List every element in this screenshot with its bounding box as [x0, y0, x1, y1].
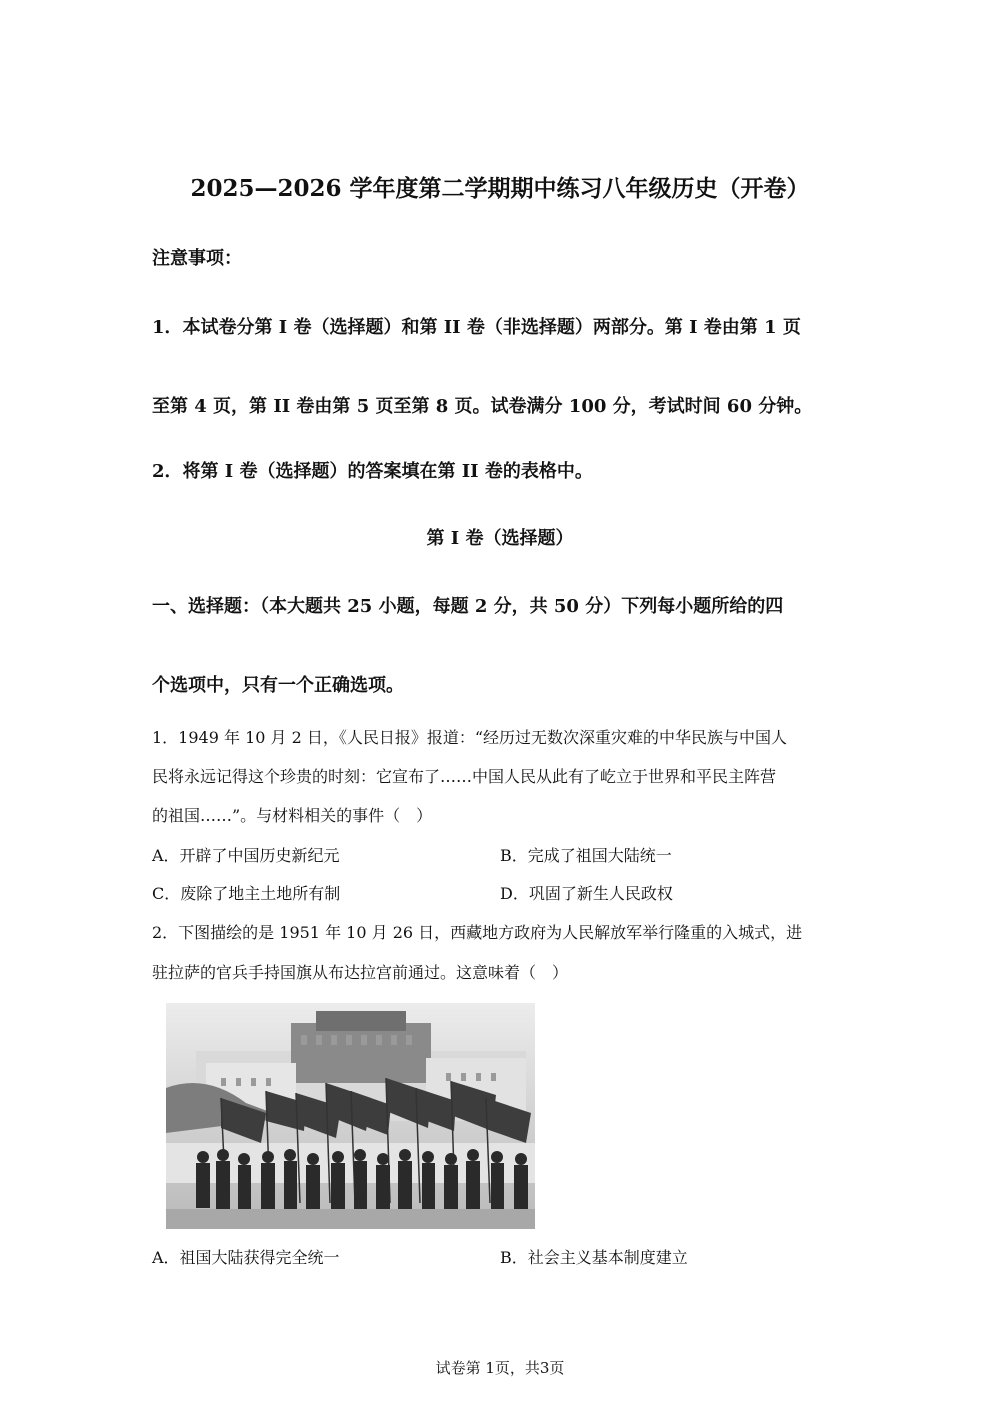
section-heading: 第 I 卷（选择题） [426, 528, 574, 549]
question-2-line-1: 2．下图描绘的是 1951 年 10 月 26 日，西藏地方政府为人民解放军举行隆重的入城式，进 [152, 923, 803, 942]
page-footer: 试卷第 1页，共3页 [435, 1359, 565, 1377]
section-instruction-line-1: 一、选择题：（本大题共 25 小题，每题 2 分，共 50 分）下列每小题所给的四 [152, 596, 784, 617]
potala-palace-parade-photo [166, 1003, 535, 1229]
exam-title: 2025—2026 学年度第二学期期中练习八年级历史（开卷） [190, 175, 810, 202]
question-2-option-b: B．社会主义基本制度建立 [500, 1248, 688, 1267]
section-instruction-line-2: 个选项中，只有一个正确选项。 [152, 675, 404, 696]
question-1-option-c: C．废除了地主土地所有制 [152, 884, 341, 903]
notes-item-1-line-2: 至第 4 页，第 II 卷由第 5 页至第 8 页。试卷满分 100 分，考试时间 60 分钟。 [152, 396, 813, 417]
question-1-option-a: A．开辟了中国历史新纪元 [152, 846, 340, 865]
notes-item-2: 2．将第 I 卷（选择题）的答案填在第 II 卷的表格中。 [152, 461, 593, 482]
notes-heading: 注意事项： [152, 248, 242, 269]
notes-item-1-line-1: 1．本试卷分第 I 卷（选择题）和第 II 卷（非选择题）两部分。第 I 卷由第 1 页 [152, 317, 801, 338]
question-2-option-a: A．祖国大陆获得完全统一 [152, 1248, 340, 1267]
question-1-line-1: 1．1949 年 10 月 2 日，《人民日报》报道：“经历过无数次深重灾难的中华民族与中国人 [152, 728, 788, 747]
question-2-line-2: 驻拉萨的官兵手持国旗从布达拉宫前通过。这意味着（ ） [152, 963, 569, 982]
question-1-option-d: D．巩固了新生人民政权 [500, 884, 673, 903]
question-1-line-2: 民将永远记得这个珍贵的时刻：它宣布了……中国人民从此有了屹立于世界和平民主阵营 [152, 767, 777, 786]
question-1-line-3: 的祖国……”。与材料相关的事件（ ） [152, 806, 433, 825]
question-1-option-b: B．完成了祖国大陆统一 [500, 846, 672, 865]
